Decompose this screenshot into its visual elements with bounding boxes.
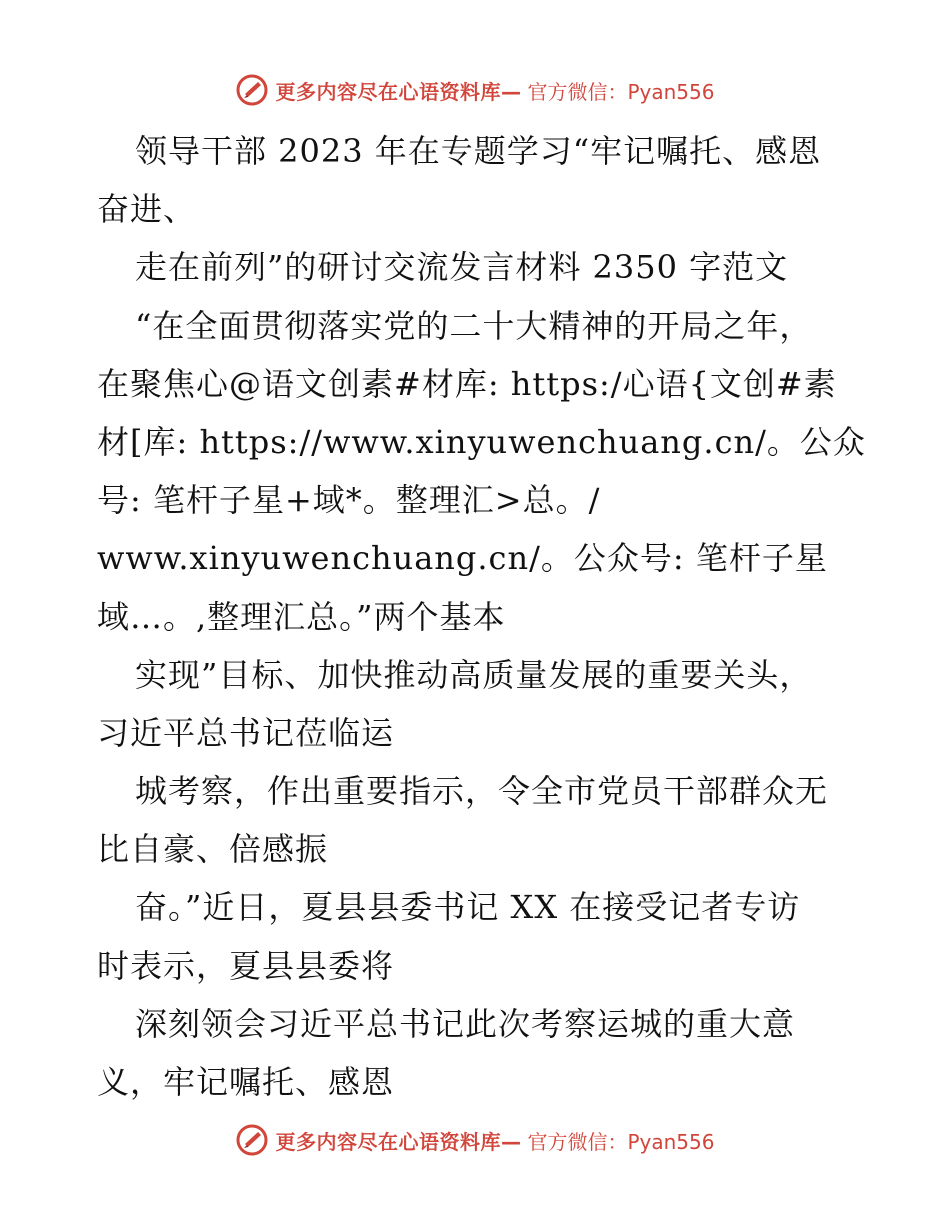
logo-icon xyxy=(235,73,269,107)
body-line: 奋进、 xyxy=(97,190,197,229)
body-line: 实现”目标、加快推动高质量发展的重要关头， xyxy=(135,655,813,694)
body-line: 走在前列”的研讨交流发言材料 2350 字范文 xyxy=(135,248,789,287)
body-line: 奋。”近日，夏县县委书记 XX 在接受记者专访 xyxy=(135,888,801,927)
body-line: 域…。,整理汇总。”两个基本 xyxy=(97,597,506,636)
logo-icon xyxy=(235,1123,269,1157)
document-body xyxy=(97,122,866,1111)
header-banner xyxy=(0,70,950,110)
body-line: 领导干部 2023 年在专题学习“牢记嘱托、感恩 xyxy=(135,132,822,170)
body-line: 在聚焦心@语文创素#材库: https:/心语{文创#素 xyxy=(97,364,837,403)
body-line: 习近平总书记莅临运 xyxy=(97,713,395,752)
body-line: www.xinyuwenchuang.cn/。公众号: 笔杆子星 xyxy=(97,539,828,578)
footer-banner-text: 更多内容尽在心语资料库— xyxy=(275,1129,522,1154)
body-line: 义，牢记嘱托、感恩 xyxy=(97,1063,395,1101)
body-line: 时表示，夏县县委将 xyxy=(97,946,395,985)
body-line: 号: 笔杆子星+域*。整理汇>总。/ xyxy=(97,481,601,520)
header-wechat-text: 官方微信：Pyan556 xyxy=(527,79,715,104)
footer-wechat-text: 官方微信：Pyan556 xyxy=(527,1129,715,1154)
footer-banner xyxy=(0,1120,950,1160)
body-line: 城考察，作出重要指示，令全市党员干部群众无 xyxy=(135,772,829,811)
header-banner-text: 更多内容尽在心语资料库— xyxy=(275,79,522,104)
body-line: 深刻领会习近平总书记此次考察运城的重大意 xyxy=(135,1004,796,1043)
body-line: 比自豪、倍感振 xyxy=(97,830,329,869)
body-line: “在全面贯彻落实党的二十大精神的开局之年， xyxy=(135,306,813,345)
body-line: 材[库: https://www.xinyuwenchuang.cn/。公众 xyxy=(97,422,866,461)
